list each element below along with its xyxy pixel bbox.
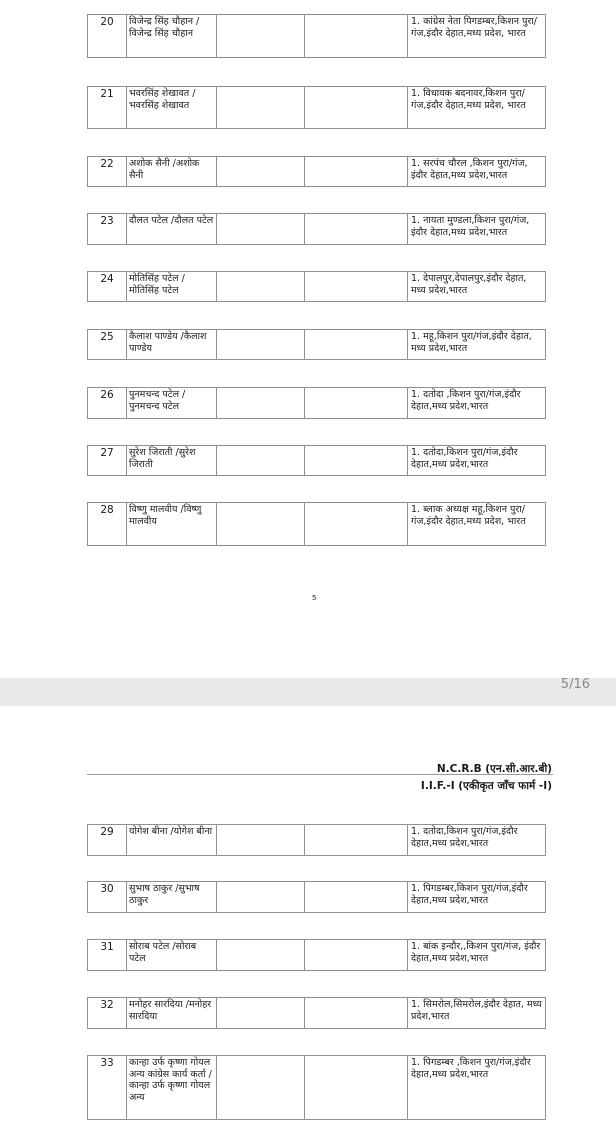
table-row — [88, 882, 546, 913]
address: 1. सरपंच चौरल ,किशन पुरा/गंज, इंदौर देहात,मध्य प्रदेश,भारत — [408, 157, 546, 187]
person-name: पुनमचन्द पटेल /पुनमचन्द पटेल — [127, 388, 217, 419]
serial-number: 31 — [88, 940, 127, 971]
empty-cell — [217, 1056, 305, 1120]
person-name: विजेन्द्र सिंह चौहान /विजेन्द्र सिंह चौहान — [127, 15, 217, 58]
serial-number: 27 — [88, 446, 127, 476]
address: 1. विधायक बदनावर,किशन पुरा/गंज,इंदौर देहात,मध्य प्रदेश, भारत — [408, 87, 546, 129]
person-name: मनोहर सारदिया /मनोहर सारदिया — [127, 998, 217, 1029]
empty-cell — [305, 446, 408, 476]
page-counter: 5/16 — [560, 677, 590, 692]
serial-number: 30 — [88, 882, 127, 913]
empty-cell — [217, 998, 305, 1029]
empty-cell — [217, 388, 305, 419]
person-name: सुरेश जिराती /सुरेश जिराती — [127, 446, 217, 476]
person-name: मोतिसिंह पटेल /मोतिसिंह पटेल — [127, 272, 217, 302]
person-name: सोराब पटेल /सोराब पटेल — [127, 940, 217, 971]
empty-cell — [305, 998, 408, 1029]
empty-cell — [217, 503, 305, 546]
record-table-row-23 — [87, 213, 546, 245]
address: 1. सिमरोल,सिमरोल,इंदौर देहात, मध्य प्रदेश,भारत — [408, 998, 546, 1029]
empty-cell — [305, 330, 408, 360]
table-row — [88, 446, 546, 476]
serial-number: 33 — [88, 1056, 127, 1120]
address: 1. बांक इन्दौर,,किशन पुरा/गंज, इंदौर देहात,मध्य प्रदेश,भारत — [408, 940, 546, 971]
table-row — [88, 998, 546, 1029]
empty-cell — [305, 503, 408, 546]
serial-number: 22 — [88, 157, 127, 187]
page-footer-number: 5 — [312, 594, 317, 602]
address: 1. दतोदा,किशन पुरा/गंज,इंदौर देहात,मध्य प्रदेश,भारत — [408, 825, 546, 856]
person-name: अशोक सैनी /अशोक सैनी — [127, 157, 217, 187]
serial-number: 20 — [88, 15, 127, 58]
serial-number: 21 — [88, 87, 127, 129]
record-table-row-32 — [87, 997, 546, 1029]
record-table-row-33 — [87, 1055, 546, 1120]
record-table-row-20 — [87, 14, 546, 58]
table-row — [88, 214, 546, 245]
address: 1. दतोदा ,किशन पुरा/गंज,इंदौर देहात,मध्य प्रदेश,भारत — [408, 388, 546, 419]
empty-cell — [305, 940, 408, 971]
empty-cell — [217, 214, 305, 245]
serial-number: 28 — [88, 503, 127, 546]
person-name: विष्णु मालवीय /विष्णु मालवीय — [127, 503, 217, 546]
table-row — [88, 87, 546, 129]
empty-cell — [217, 940, 305, 971]
empty-cell — [305, 87, 408, 129]
ncrb-header: N.C.R.B (एन.सी.आर.बी) — [436, 763, 552, 775]
table-row — [88, 503, 546, 546]
serial-number: 32 — [88, 998, 127, 1029]
address: 1. नायता मुण्डला,किशन पुरा/गंज, इंदौर देहात,मध्य प्रदेश,भारत — [408, 214, 546, 245]
table-row — [88, 15, 546, 58]
empty-cell — [305, 272, 408, 302]
record-table-row-28 — [87, 502, 546, 546]
serial-number: 25 — [88, 330, 127, 360]
table-row — [88, 272, 546, 302]
table-row — [88, 825, 546, 856]
serial-number: 23 — [88, 214, 127, 245]
empty-cell — [217, 272, 305, 302]
empty-cell — [305, 15, 408, 58]
record-table-row-31 — [87, 939, 546, 971]
address: 1. पिगडम्बर,किशन पुरा/गंज,इंदौर देहात,मध्य प्रदेश,भारत — [408, 882, 546, 913]
serial-number: 24 — [88, 272, 127, 302]
empty-cell — [305, 1056, 408, 1120]
empty-cell — [305, 825, 408, 856]
address: 1. दतोदा,किशन पुरा/गंज,इंदौर देहात,मध्य प्रदेश,भारत — [408, 446, 546, 476]
person-name: योगेश बीना /योगेश बीना — [127, 825, 217, 856]
header-divider — [87, 774, 553, 775]
person-name: कान्हा उर्फ कृष्णा गोयल अन्य कांग्रेस कार्य कर्ता /कान्हा उर्फ कृष्णा गोयल अन्य — [127, 1056, 217, 1120]
empty-cell — [217, 825, 305, 856]
serial-number: 26 — [88, 388, 127, 419]
empty-cell — [217, 446, 305, 476]
empty-cell — [305, 214, 408, 245]
serial-number: 29 — [88, 825, 127, 856]
person-name: भवरसिंह शेखावत /भवरसिंह शेखावत — [127, 87, 217, 129]
address: 1. कांग्रेस नेता पिगडम्बर,किशन पुरा/गंज,इंदौर देहात,मध्य प्रदेश, भारत — [408, 15, 546, 58]
table-row — [88, 330, 546, 360]
table-row — [88, 1056, 546, 1120]
table-row — [88, 157, 546, 187]
page-separator — [0, 678, 616, 706]
empty-cell — [305, 882, 408, 913]
form-title: I.I.F.-I (एकीकृत जाँच फार्म -I) — [420, 780, 552, 792]
person-name: सुभाष ठाकुर /सुभाष ठाकुर — [127, 882, 217, 913]
record-table-row-25 — [87, 329, 546, 360]
record-table-row-29 — [87, 824, 546, 856]
empty-cell — [217, 157, 305, 187]
person-name: कैलाश पाण्डेय /कैलाश पाण्डेय — [127, 330, 217, 360]
address: 1. ब्लाक अध्यक्ष महू,किशन पुरा/गंज,इंदौर देहात,मध्य प्रदेश, भारत — [408, 503, 546, 546]
record-table-row-30 — [87, 881, 546, 913]
document-page-6 — [0, 706, 616, 1121]
empty-cell — [305, 157, 408, 187]
address: 1. महू,किशन पुरा/गंज,इंदौर देहात, मध्य प्रदेश,भारत — [408, 330, 546, 360]
empty-cell — [305, 388, 408, 419]
empty-cell — [217, 882, 305, 913]
record-table-row-21 — [87, 86, 546, 129]
empty-cell — [217, 87, 305, 129]
table-row — [88, 940, 546, 971]
person-name: दौलत पटेल /दौलत पटेल — [127, 214, 217, 245]
empty-cell — [217, 330, 305, 360]
record-table-row-27 — [87, 445, 546, 476]
empty-cell — [217, 15, 305, 58]
address: 1. देपालपुर,देपालपुर,इंदौर देहात, मध्य प्रदेश,भारत — [408, 272, 546, 302]
address: 1. पिगडम्बर ,किशन पुरा/गंज,इंदौर देहात,मध्य प्रदेश,भारत — [408, 1056, 546, 1120]
table-row — [88, 388, 546, 419]
record-table-row-22 — [87, 156, 546, 187]
record-table-row-24 — [87, 271, 546, 302]
record-table-row-26 — [87, 387, 546, 419]
